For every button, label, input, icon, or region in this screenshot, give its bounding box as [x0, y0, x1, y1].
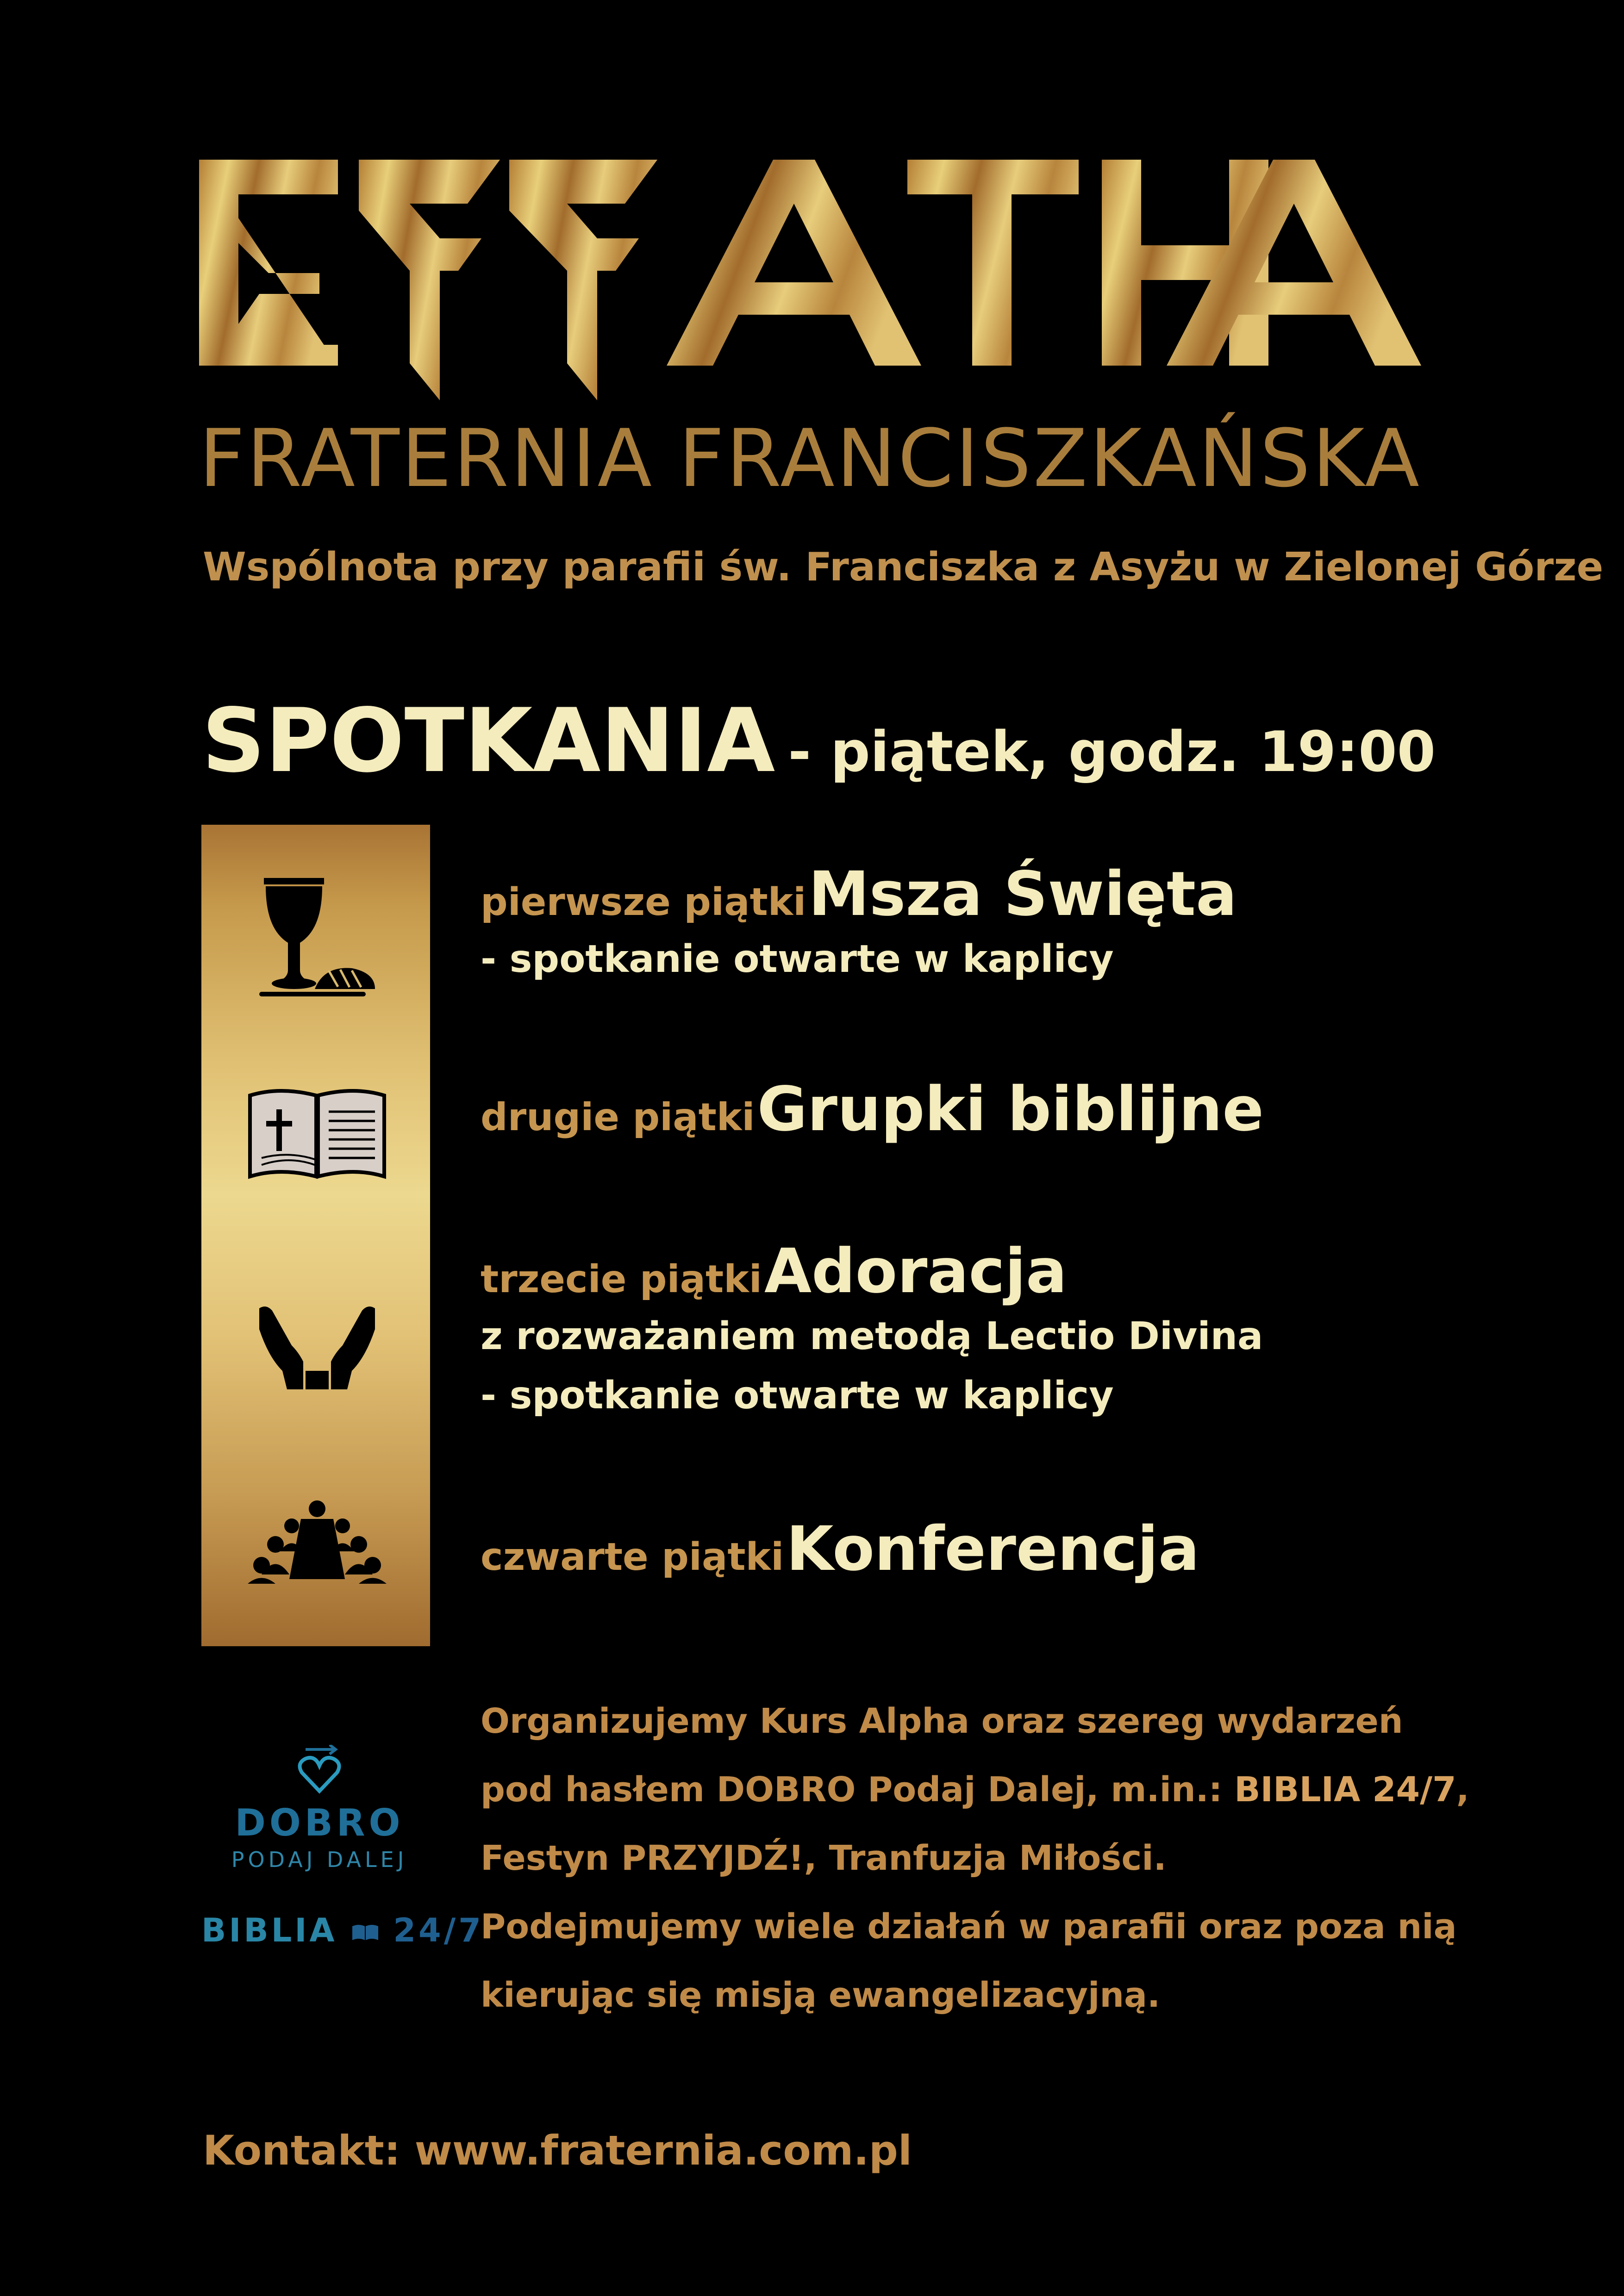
- meeting-2-prefix: drugie piątki: [481, 1095, 755, 1139]
- subtitle-right: FRANCISZKAŃSKA: [678, 412, 1421, 505]
- info-line-3: Festyn PRZYJDŹ!, Tranfuzja Miłości.: [481, 1838, 1167, 1878]
- gold-icon-bar: [201, 825, 430, 1646]
- info-line-2: [481, 1755, 1469, 1824]
- meeting-1-title: Msza Święta: [808, 859, 1237, 930]
- info-paragraph: [481, 1687, 1469, 2029]
- meeting-2: [481, 1074, 1264, 1145]
- meeting-3-line-2: - spotkanie otwarte w kaplicy: [481, 1374, 1114, 1418]
- biblia-word: BIBLIA: [201, 1911, 337, 1949]
- dobro-logo: [204, 1745, 435, 1872]
- biblia-number: 24/7: [393, 1911, 484, 1949]
- open-bible-icon: [248, 1086, 387, 1183]
- meeting-4-prefix: czwarte piątki: [481, 1535, 784, 1579]
- info-line-2-strong: BIBLIA 24/7: [1234, 1770, 1456, 1810]
- conference-group-icon: [248, 1500, 387, 1584]
- headline-time: - piątek, godz. 19:00: [788, 720, 1436, 784]
- info-line-4: Podejmujemy wiele działań w parafii oraz poza nią: [481, 1907, 1457, 1947]
- headline: [202, 690, 1436, 792]
- meeting-2-title: Grupki biblijne: [757, 1074, 1264, 1145]
- dobro-word: DOBRO: [235, 1801, 404, 1844]
- chalice-bread-icon: [259, 878, 380, 1003]
- effatha-logo: [199, 160, 1421, 400]
- praying-hands-icon: [255, 1301, 380, 1394]
- meeting-3-prefix: trzecie piątki: [481, 1257, 762, 1301]
- meeting-1: [481, 859, 1237, 989]
- info-line-2-pre: pod hasłem DOBRO Podaj Dalej, m.in.:: [481, 1770, 1235, 1810]
- meeting-3-title: Adoracja: [764, 1236, 1068, 1307]
- meeting-1-line-1: - spotkanie otwarte w kaplicy: [481, 937, 1114, 981]
- tagline: Wspólnota przy parafii św. Franciszka z Asyżu w Zielonej Górze: [203, 544, 1604, 590]
- subtitle: [199, 412, 1421, 505]
- headline-main: SPOTKANIA: [202, 690, 775, 792]
- meeting-3-line-1: z rozważaniem metodą Lectio Divina: [481, 1314, 1263, 1358]
- dobro-sub: PODAJ DALEJ: [231, 1847, 408, 1872]
- biblia-logo: [201, 1911, 484, 1949]
- heart-arrow-icon: [296, 1745, 343, 1796]
- book-icon: [351, 1923, 379, 1942]
- contact-link[interactable]: Kontakt: www.fraternia.com.pl: [203, 2127, 912, 2174]
- meeting-3: [481, 1236, 1263, 1425]
- info-line-1: Organizujemy Kurs Alpha oraz szereg wydarzeń: [481, 1701, 1403, 1741]
- meeting-1-prefix: pierwsze piątki: [481, 880, 806, 924]
- meeting-4: [481, 1513, 1199, 1585]
- meeting-4-title: Konferencja: [786, 1513, 1200, 1585]
- info-line-2-post: ,: [1456, 1770, 1469, 1810]
- info-line-5: kierując się misją ewangelizacyjną.: [481, 1975, 1161, 2015]
- subtitle-left: FRATERNIA: [199, 412, 654, 505]
